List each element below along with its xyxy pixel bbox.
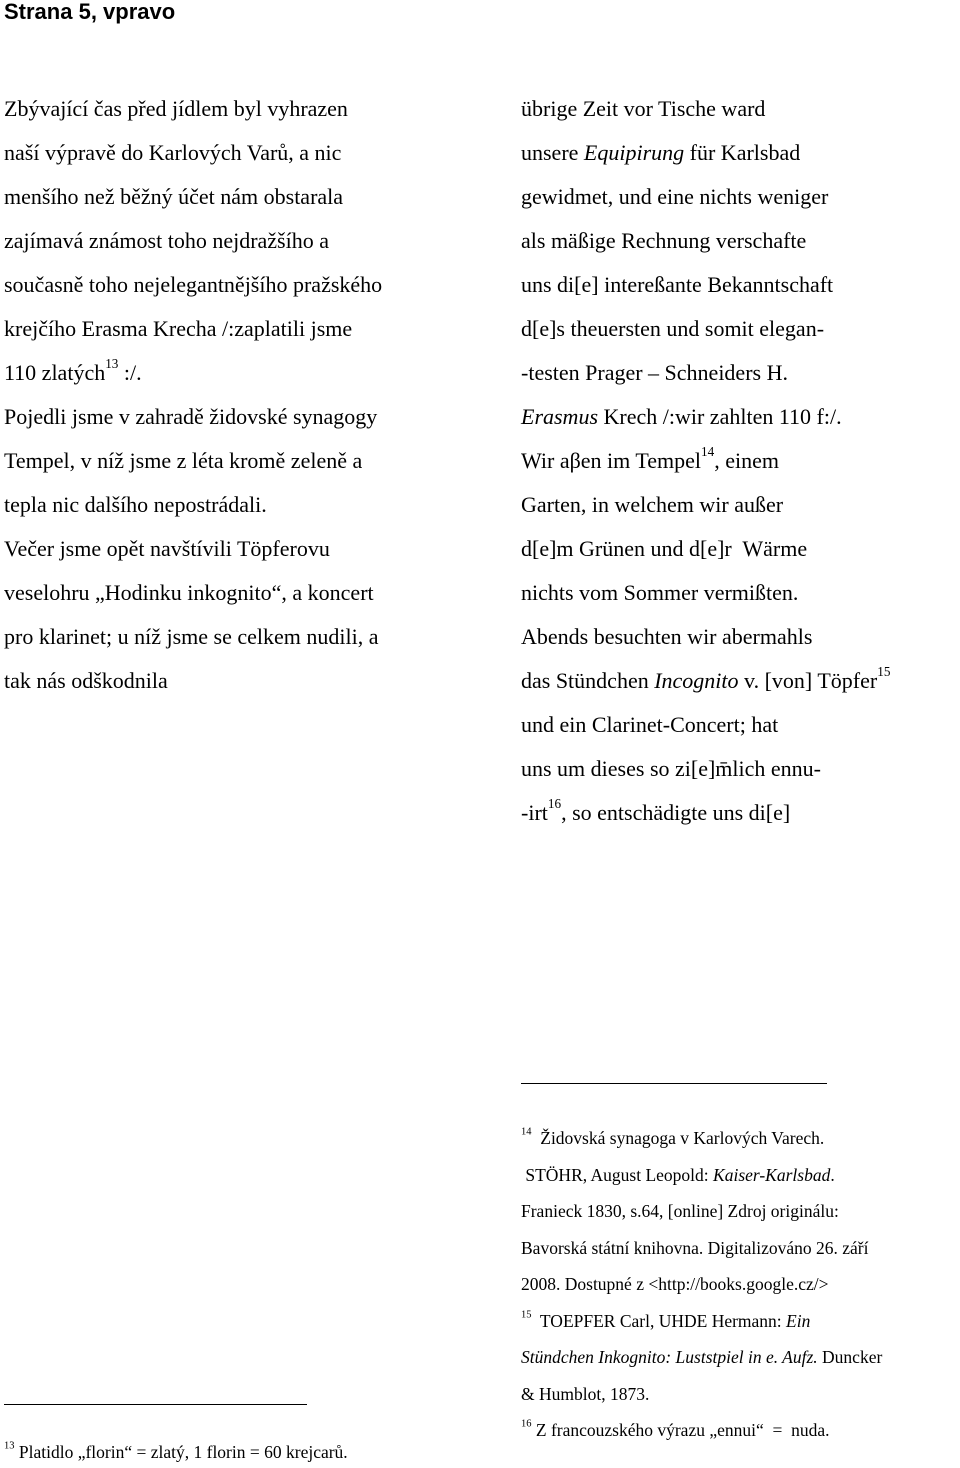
footnote-line	[521, 1376, 959, 1413]
text-run: v. [von] Töpfer	[738, 668, 878, 693]
footnote-ref: 15	[877, 664, 891, 680]
text-run: Zbývající čas před jídlem byl vyhrazen	[4, 96, 348, 121]
text-line	[4, 351, 494, 395]
text-line	[4, 131, 494, 175]
text-run: Tempel, v níž jsme z léta kromě zeleně a	[4, 448, 363, 473]
text-line	[4, 439, 494, 483]
text-line	[4, 483, 494, 527]
text-line	[4, 307, 494, 351]
text-run: :/.	[118, 360, 142, 385]
text-run: d[e]m Grünen und d[e]r Wärme	[521, 536, 808, 561]
footnotes-right	[521, 1120, 959, 1449]
text-run: Garten, in welchem wir außer	[521, 492, 784, 517]
text-run: als mäßige Rechnung verschafte	[521, 228, 807, 253]
text-run: pro klarinet; u níž jsme se celkem nudili, a	[4, 624, 379, 649]
text-run: nichts vom Sommer vermißten.	[521, 580, 799, 605]
text-run: Židovská synagoga v Karlových Varech.	[531, 1128, 825, 1148]
text-run: und ein Clarinet-Concert; hat	[521, 712, 779, 737]
text-run: für Karlsbad	[684, 140, 801, 165]
text-run: krejčího Erasma Krecha /:zaplatili jsme	[4, 316, 353, 341]
text-line	[4, 615, 494, 659]
text-line	[521, 483, 959, 527]
text-line	[4, 659, 494, 703]
text-run: , so entschädigte uns di[e]	[561, 800, 791, 825]
text-run: Platidlo „florin“ = zlatý, 1 florin = 60 krejcarů.	[14, 1442, 348, 1462]
footnote-line	[521, 1412, 959, 1449]
text-line	[521, 791, 959, 835]
text-line	[521, 747, 959, 791]
footnote-ref: 13	[4, 1440, 15, 1452]
text-line	[4, 395, 494, 439]
footnote-line	[521, 1120, 959, 1157]
text-run: Franieck 1830, s.64, [online] Zdroj originálu:	[521, 1201, 839, 1221]
text-run: Duncker	[817, 1347, 883, 1367]
italic-text: Kaiser-Karlsbad	[713, 1164, 831, 1185]
footnote-13	[4, 1437, 348, 1467]
footnote-line	[521, 1230, 959, 1267]
text-line	[521, 175, 959, 219]
text-run: Z francouzského výrazu „ennui“ = nuda.	[531, 1420, 830, 1440]
text-line	[521, 219, 959, 263]
text-run: menšího než běžný účet nám obstarala	[4, 184, 344, 209]
footnote-ref: 16	[547, 796, 562, 812]
text-line	[521, 571, 959, 615]
czech-translation-column	[4, 87, 494, 703]
text-run: tepla nic dalšího nepostrádali.	[4, 492, 267, 517]
text-line	[521, 351, 959, 395]
text-run: d[e]s theuersten und somit elegan-	[521, 316, 825, 341]
text-line	[521, 87, 959, 131]
text-run: -irt	[521, 800, 548, 825]
italic-text: Stündchen Inkognito: Luststpiel in e. Aufz.	[521, 1347, 818, 1367]
italic-text: Ein	[786, 1310, 811, 1331]
text-line	[4, 527, 494, 571]
footnote-line	[521, 1266, 959, 1303]
page-heading: Strana 5, vpravo	[4, 0, 176, 24]
footnote-ref: 14	[701, 444, 715, 460]
text-line	[521, 263, 959, 307]
text-line	[4, 175, 494, 219]
footnote-ref: 16	[521, 1418, 532, 1430]
text-run: současně toho nejelegantnějšího pražského	[4, 272, 383, 297]
text-run: .	[830, 1164, 835, 1185]
text-run: tak nás odškodnila	[4, 668, 168, 693]
italic-text: Incognito	[654, 668, 739, 693]
text-run: Pojedli jsme v zahradě židovské synagogy	[4, 404, 378, 429]
text-run: das Stündchen	[521, 668, 655, 693]
italic-text: Equipirung	[583, 140, 685, 165]
text-run: 110 zlatých	[4, 360, 106, 385]
text-line	[521, 395, 959, 439]
text-run: zajímavá známost toho nejdražšího a	[4, 228, 329, 253]
text-run: , einem	[714, 448, 779, 473]
text-run: Abends besuchten wir abermahls	[521, 624, 813, 649]
text-run: uns di[e] intereßante Bekanntschaft	[521, 272, 834, 297]
text-line	[521, 307, 959, 351]
text-run: -testen Prager – Schneiders H.	[521, 360, 788, 385]
footnote-line	[521, 1157, 959, 1194]
footnote-ref: 13	[105, 356, 119, 372]
footnote-line	[521, 1303, 959, 1340]
text-run: Wir aβen im Tempel	[521, 448, 702, 473]
text-run: STÖHR, August Leopold:	[521, 1164, 714, 1185]
text-run: übrige Zeit vor Tische ward	[521, 96, 766, 121]
text-run: & Humblot, 1873.	[521, 1383, 650, 1404]
text-run: 2008. Dostupné z <http://books.google.cz/>	[521, 1274, 829, 1294]
italic-text: Erasmus	[521, 404, 599, 429]
german-original-column	[521, 87, 959, 835]
text-run: TOEPFER Carl, UHDE Hermann:	[531, 1310, 787, 1331]
text-run: veselohru „Hodinku inkognito“, a koncert	[4, 580, 374, 605]
text-line	[521, 659, 959, 703]
text-line	[521, 527, 959, 571]
footnote-line	[521, 1193, 959, 1230]
text-line	[521, 703, 959, 747]
footnote-line	[521, 1339, 959, 1376]
text-line	[4, 219, 494, 263]
footnote-ref: 15	[521, 1309, 532, 1321]
text-run: uns um dieses so zi[e]m̄lich ennu-	[521, 756, 821, 781]
text-run: Bavorská státní knihovna. Digitalizováno 26. září	[521, 1237, 869, 1258]
text-run: Večer jsme opět navštívili Töpferovu	[4, 536, 330, 561]
text-line	[4, 571, 494, 615]
text-run: Krech /:wir zahlten 110 f:/.	[598, 404, 842, 429]
text-line	[521, 131, 959, 175]
text-line	[4, 263, 494, 307]
text-run: gewidmet, und eine nichts weniger	[521, 184, 829, 209]
text-line	[521, 615, 959, 659]
footnote-separator-left	[4, 1404, 307, 1405]
text-line	[4, 87, 494, 131]
text-run: naší výpravě do Karlových Varů, a nic	[4, 140, 342, 165]
footnote-separator-right	[521, 1083, 827, 1084]
text-line	[521, 439, 959, 483]
text-run: unsere	[521, 140, 584, 165]
footnote-ref: 14	[521, 1126, 532, 1138]
